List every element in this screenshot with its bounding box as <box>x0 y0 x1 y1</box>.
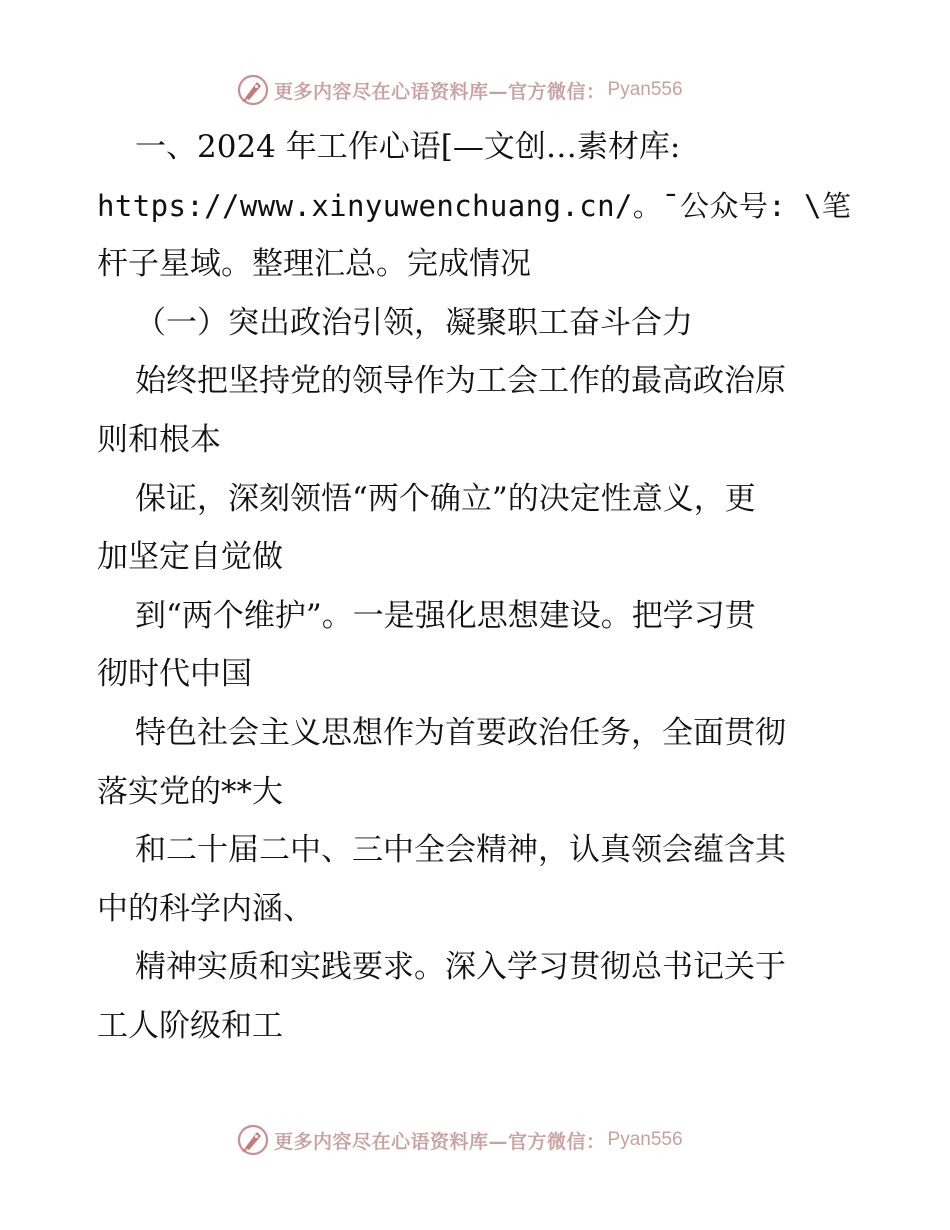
body-line: 杆子星域。整理汇总。完成情况 <box>97 246 531 283</box>
header-watermark-banner <box>0 70 950 110</box>
watermark-wechat-id: Pyan556 <box>607 1129 683 1150</box>
watermark-text: 更多内容尽在心语资料库—官方微信： <box>274 1130 606 1153</box>
subsection-heading: （一）突出政治引领，凝聚职工奋斗合力 <box>135 304 693 341</box>
section-heading: 一、2024 年工作心语[—文创…素材库: <box>135 129 681 165</box>
body-line: 精神实质和实践要求。深入学习贯彻总书记关于 <box>135 949 786 986</box>
body-line: 则和根本 <box>97 421 221 458</box>
pen-nib-logo-icon <box>236 1123 270 1157</box>
body-line: 到“两个维护”。一是强化思想建设。把学习贯 <box>135 597 756 634</box>
watermark-wechat-id: Pyan556 <box>607 79 683 100</box>
body-line: 保证，深刻领悟“两个确立”的决定性意义，更 <box>135 480 756 517</box>
body-line: 工人阶级和工 <box>97 1007 283 1044</box>
pen-nib-logo-icon <box>236 73 270 107</box>
body-line: 落实党的**大 <box>97 773 283 810</box>
footer-watermark-banner <box>0 1120 950 1160</box>
body-line: https://www.xinyuwenchuang.cn/。¯公众号: \笔 <box>97 188 852 223</box>
body-line: 始终把坚持党的领导作为工会工作的最高政治原 <box>135 363 786 400</box>
body-line: 加坚定自觉做 <box>97 539 283 576</box>
body-line: 彻时代中国 <box>97 656 252 693</box>
body-line: 特色社会主义思想作为首要政治任务，全面贯彻 <box>135 714 786 751</box>
body-line: 和二十届二中、三中全会精神，认真领会蕴含其 <box>135 832 786 869</box>
document-body <box>97 118 857 1056</box>
body-line: 中的科学内涵、 <box>97 890 314 927</box>
watermark-text: 更多内容尽在心语资料库—官方微信： <box>274 80 606 103</box>
